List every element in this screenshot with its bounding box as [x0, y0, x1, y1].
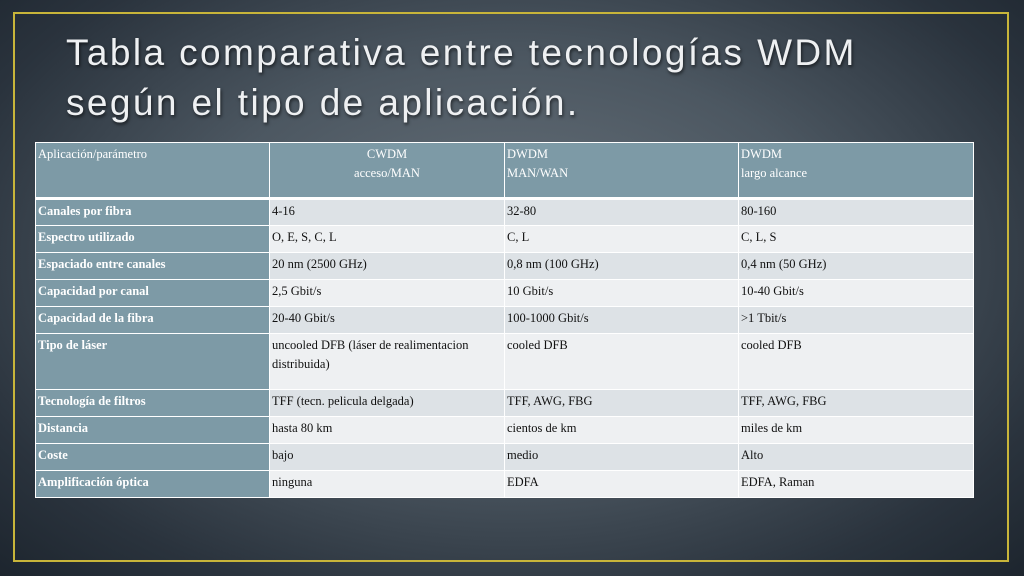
- cell-cwdm: uncooled DFB (láser de realimentacion distribuida): [270, 334, 505, 390]
- row-label: Espaciado entre canales: [36, 253, 270, 280]
- header-dwdm-man-wan: DWDM MAN/WAN: [505, 143, 739, 199]
- cell-dwdm-long: 0,4 nm (50 GHz): [739, 253, 974, 280]
- comparison-table: [35, 142, 974, 498]
- cell-dwdm-man: EDFA: [505, 471, 739, 498]
- table-row: [36, 253, 974, 280]
- cell-dwdm-man: C, L: [505, 226, 739, 253]
- table-row: [36, 417, 974, 444]
- slide-title-line-1: Tabla comparativa entre tecnologías WDM: [66, 32, 857, 73]
- table-row: [36, 280, 974, 307]
- cell-cwdm: ninguna: [270, 471, 505, 498]
- cell-dwdm-man: cooled DFB: [505, 334, 739, 390]
- slide-title-line-2: según el tipo de aplicación.: [66, 82, 580, 123]
- header-dwdm-long-haul: DWDM largo alcance: [739, 143, 974, 199]
- row-label: Tipo de láser: [36, 334, 270, 390]
- cell-cwdm: 20 nm (2500 GHz): [270, 253, 505, 280]
- cell-cwdm: 2,5 Gbit/s: [270, 280, 505, 307]
- header-parameter: Aplicación/parámetro: [36, 143, 270, 199]
- cell-dwdm-man: 0,8 nm (100 GHz): [505, 253, 739, 280]
- cell-dwdm-long: EDFA, Raman: [739, 471, 974, 498]
- cell-cwdm: O, E, S, C, L: [270, 226, 505, 253]
- cell-dwdm-man: cientos de km: [505, 417, 739, 444]
- cell-dwdm-man: medio: [505, 444, 739, 471]
- row-label: Capacidad por canal: [36, 280, 270, 307]
- table-row: [36, 226, 974, 253]
- cell-cwdm: 20-40 Gbit/s: [270, 307, 505, 334]
- cell-dwdm-long: C, L, S: [739, 226, 974, 253]
- cell-cwdm: hasta 80 km: [270, 417, 505, 444]
- cell-dwdm-long: miles de km: [739, 417, 974, 444]
- cell-dwdm-long: >1 Tbit/s: [739, 307, 974, 334]
- row-label: Capacidad de la fibra: [36, 307, 270, 334]
- cell-cwdm: bajo: [270, 444, 505, 471]
- header-cwdm: CWDM acceso/MAN: [270, 143, 505, 199]
- row-label: Coste: [36, 444, 270, 471]
- cell-dwdm-long: 80-160: [739, 199, 974, 226]
- table-row: [36, 444, 974, 471]
- row-label: Distancia: [36, 417, 270, 444]
- cell-dwdm-long: 10-40 Gbit/s: [739, 280, 974, 307]
- table-row: [36, 390, 974, 417]
- cell-dwdm-long: cooled DFB: [739, 334, 974, 390]
- slide-title: [66, 28, 966, 128]
- cell-dwdm-man: 100-1000 Gbit/s: [505, 307, 739, 334]
- table-row: [36, 199, 974, 226]
- cell-cwdm: TFF (tecn. pelicula delgada): [270, 390, 505, 417]
- row-label: Canales por fibra: [36, 199, 270, 226]
- cell-dwdm-man: TFF, AWG, FBG: [505, 390, 739, 417]
- cell-dwdm-man: 10 Gbit/s: [505, 280, 739, 307]
- table-header-row: [36, 143, 974, 199]
- cell-dwdm-long: Alto: [739, 444, 974, 471]
- cell-dwdm-man: 32-80: [505, 199, 739, 226]
- table-row: [36, 334, 974, 390]
- row-label: Espectro utilizado: [36, 226, 270, 253]
- row-label: Tecnología de filtros: [36, 390, 270, 417]
- table-row: [36, 471, 974, 498]
- cell-cwdm: 4-16: [270, 199, 505, 226]
- cell-dwdm-long: TFF, AWG, FBG: [739, 390, 974, 417]
- table-row: [36, 307, 974, 334]
- row-label: Amplificación óptica: [36, 471, 270, 498]
